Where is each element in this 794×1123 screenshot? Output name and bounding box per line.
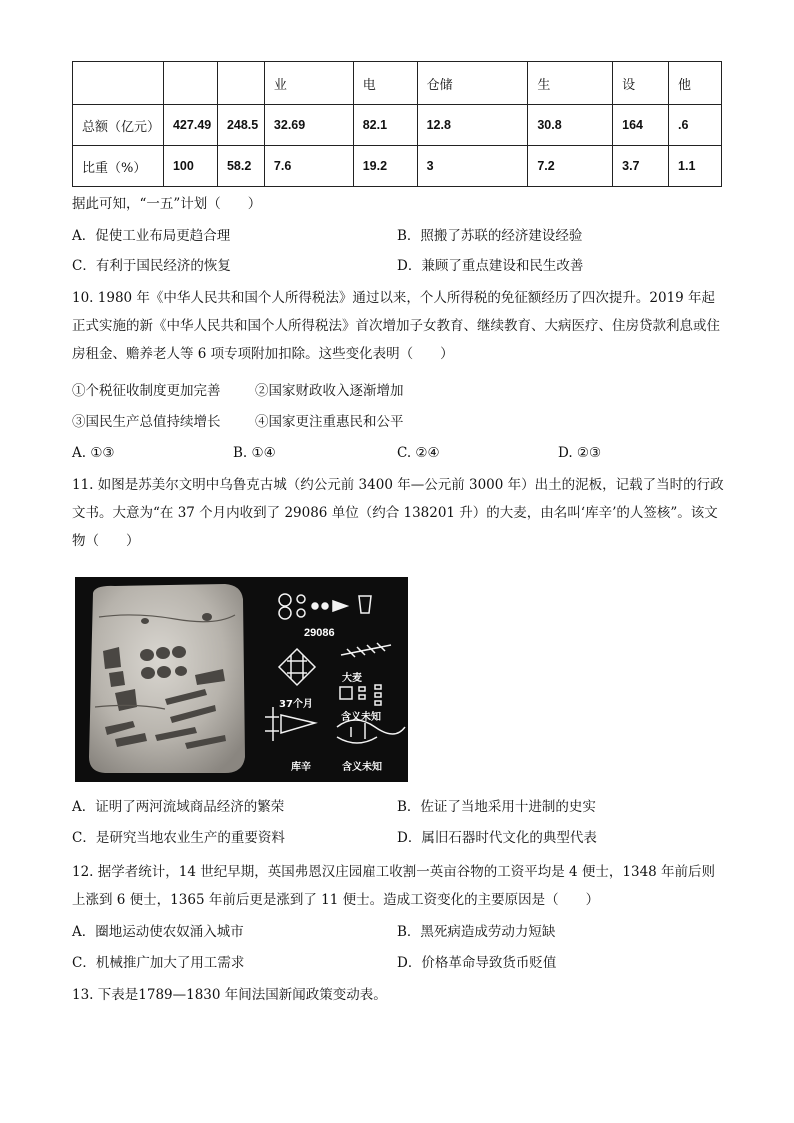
table-header-cell: 业 — [264, 62, 353, 105]
investment-table — [72, 61, 722, 187]
q10-item-2: ②国家财政收入逐渐增加 — [255, 383, 404, 399]
label-kusim: 库辛 — [291, 762, 311, 773]
label-unknown-2: 含义未知 — [342, 762, 382, 773]
pictograph-diagram — [265, 594, 405, 743]
q11-stem: 11. 如图是苏美尔文明中乌鲁克古城（约公元前 3400 年—公元前 3000 年）出土的泥板，记载了当时的行政文书。大意为“在 37 个月内收到了 29086 单位（约合 138201 升）的大麦，由名叫‘库辛’的人签核”。该文物（ ） — [72, 477, 724, 549]
table-row — [73, 146, 722, 187]
q12-option-c: C．机械推广加大了用工需求 — [72, 955, 245, 971]
q12-stem: 12. 据学者统计，14 世纪早期，英国弗恩汉庄园雇工收割一英亩谷物的工资平均是 4 便士，1348 年前后则上涨到 6 便士，1365 年前后更是涨到了 11 便士。造成工资变化的主要原因是（ ） — [72, 864, 716, 908]
q13-stem: 13. 下表是1789—1830 年间法国新闻政策变动表。 — [72, 987, 387, 1003]
q11-option-c: C．是研究当地农业生产的重要资料 — [72, 830, 285, 846]
table-header-cell: 电 — [353, 62, 417, 105]
q11-option-a: A．证明了两河流域商品经济的繁荣 — [72, 799, 285, 815]
table-cell: 248.5 — [217, 105, 264, 146]
q10-item-4: ④国家更注重惠民和公平 — [255, 414, 404, 430]
table-header-cell — [73, 62, 164, 105]
table-cell: 7.6 — [264, 146, 353, 187]
q11-option-b: B．佐证了当地采用十进制的史实 — [397, 799, 596, 815]
table-cell: 427.49 — [163, 105, 217, 146]
label-37-months: 37个月 — [279, 699, 313, 710]
q10-option-c: C. ②④ — [397, 445, 440, 461]
table-cell: 82.1 — [353, 105, 417, 146]
clay-tablet-image — [75, 577, 408, 782]
table-header-cell: 设 — [613, 62, 669, 105]
label-29086: 29086 — [304, 627, 335, 639]
table-cell: 164 — [613, 105, 669, 146]
table-header-cell — [163, 62, 217, 105]
label-unknown-1: 含义未知 — [341, 712, 381, 723]
table-cell: 100 — [163, 146, 217, 187]
q9-option-a: A．促使工业布局更趋合理 — [72, 228, 231, 244]
table-header-cell — [217, 62, 264, 105]
label-barley: 大麦 — [342, 673, 362, 684]
q9-option-c: C．有利于国民经济的恢复 — [72, 258, 231, 274]
table-row — [73, 105, 722, 146]
q10-option-b: B. ①④ — [233, 445, 276, 461]
q10-item-1: ①个税征收制度更加完善 — [72, 383, 221, 399]
q10-option-d: D. ②③ — [558, 445, 602, 461]
q10-stem: 10. 1980 年《中华人民共和国个人所得税法》通过以来，个人所得税的免征额经历了四次提升。2019 年起正式实施的新《中华人民共和国个人所得税法》首次增加子女教育、继续教育、大病医疗、住房贷款利息或住房租金、赡养老人等 6 项专项附加扣除。这些变化表明（ ） — [72, 290, 720, 362]
q12-option-a: A．圈地运动使农奴涌入城市 — [72, 924, 244, 940]
q12-option-b: B．黑死病造成劳动力短缺 — [397, 924, 556, 940]
table-cell: 32.69 — [264, 105, 353, 146]
table-header-cell: 生 — [528, 62, 613, 105]
table-cell: 总额（亿元） — [73, 105, 164, 146]
q9-stem: 据此可知，“一五”计划（ ） — [72, 196, 262, 212]
table-cell: 30.8 — [528, 105, 613, 146]
table-cell: 3.7 — [613, 146, 669, 187]
table-cell: 58.2 — [217, 146, 264, 187]
table-header-cell: 他 — [669, 62, 722, 105]
clay-tablet-figure — [75, 577, 408, 782]
q11-option-d: D．属旧石器时代文化的典型代表 — [397, 830, 597, 846]
table-cell: 3 — [417, 146, 528, 187]
table-header-row — [73, 62, 722, 105]
table-cell: 7.2 — [528, 146, 613, 187]
table-cell: 19.2 — [353, 146, 417, 187]
table-cell: 12.8 — [417, 105, 528, 146]
q12-option-d: D．价格革命导致货币贬值 — [397, 955, 557, 971]
q10-item-3: ③国民生产总值持续增长 — [72, 414, 221, 430]
q10-option-a: A. ①③ — [72, 445, 115, 461]
table-header-cell: 仓储 — [417, 62, 528, 105]
q9-option-d: D．兼顾了重点建设和民生改善 — [397, 258, 584, 274]
table-cell: 比重（%） — [73, 146, 164, 187]
q9-option-b: B．照搬了苏联的经济建设经验 — [397, 228, 583, 244]
table-cell: .6 — [669, 105, 722, 146]
table-cell: 1.1 — [669, 146, 722, 187]
